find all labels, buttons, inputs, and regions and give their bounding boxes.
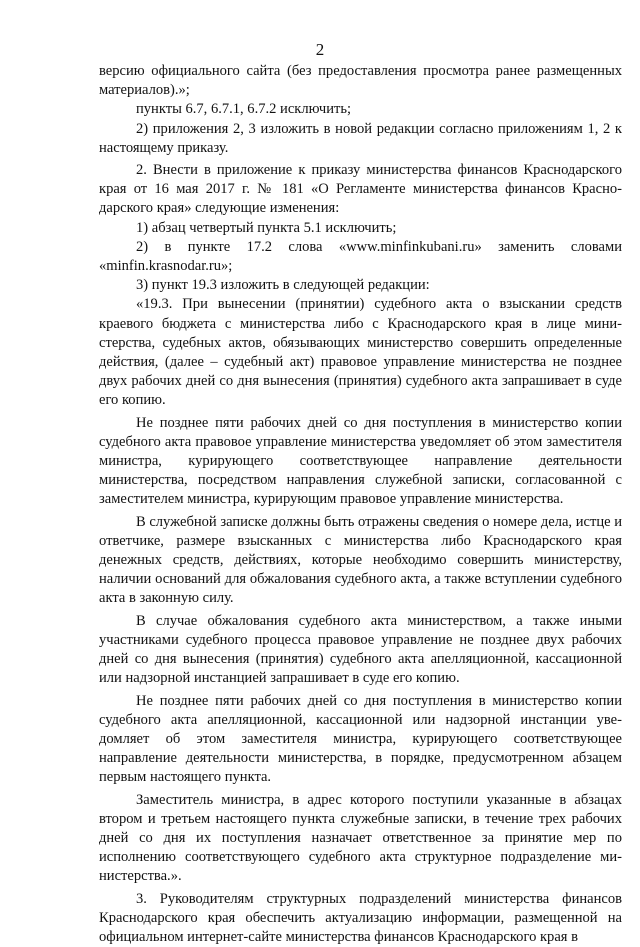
paragraph-appendices: 2) приложения 2, 3 изложить в новой редакции согласно приложениям 1, 2 к настоящему приказу. xyxy=(99,120,622,156)
paragraph-notification: Не позднее пяти рабочих дней со дня поступления в министерство копии судебного акта правовое управление министерства уведомляет об этом заместителя министра, курирующего соответствующее направление деятельности министерства, посредством направления служебной записки, согласованной с заместителем министра, курирующим правовое управление министерства. xyxy=(99,414,622,508)
paragraph-subitem-1: 1) абзац четвертый пункта 5.1 исключить; xyxy=(136,219,397,236)
paragraph-continuation: версию официального сайта (без предоставления просмотра ранее размещенных материалов).»; xyxy=(99,63,622,99)
paragraph-subitem-2: 2) в пункте 17.2 слова «www.minfinkubani.ru» заменить словами «minfin.krasnodar.ru»; xyxy=(99,238,622,275)
paragraph-item-3: 3. Руководителям структурных подразделений министерства финансов Краснодарского края обеспечить актуализацию информации, размещенной на официальном интернет-сайте министерства финансов Краснодарского края в xyxy=(99,890,622,945)
paragraph-subitem-3: 3) пункт 19.3 изложить в следующей редакции: xyxy=(136,277,430,294)
paragraph-item-2: 2. Внести в приложение к приказу министерства финансов Краснодарского края от 16 мая 2017 г. № 181 «О Регламенте министерства финансов Краснодарского края» следующие изменения: xyxy=(99,162,622,217)
paragraph-exclude-items: пункты 6.7, 6.7.1, 6.7.2 исключить; xyxy=(136,101,352,118)
paragraph-appeal-notification: Не позднее пяти рабочих дней со дня поступления в министерство копии судебного акта апелляционной, кассационной или надзорной инстанции уведомляет об этом заместителя министра, курирующего соответствующее направление деятельности министерства, в порядке, предусмотренном абзацем первым настоящего пункта. xyxy=(99,692,622,786)
paragraph-deputy-minister: Заместитель министра, в адрес которого поступили указанные в абзацах втором и третьем настоящего пункта служебные записки, в течение трех рабочих дней со дня их поступления назначает ответственное за принятие мер по исполнению соответствующего судебного акта структурное подразделение министерства.». xyxy=(99,791,622,885)
paragraph-memo-contents: В служебной записке должны быть отражены сведения о номере дела, истце и ответчике, размере взысканных с министерства либо Краснодарского края денежных средств, действиях, которые необходимо совершить министерству, наличии оснований для обжалования судебного акта, а также вступлении судебного акта в законную силу. xyxy=(99,513,622,607)
document-body xyxy=(99,62,622,947)
paragraph-clause-19-3: «19.3. При вынесении (принятии) судебного акта о взыскании средств краевого бюджета с министерства либо с Краснодарского края в лице министерства, судебных актов, обязывающих министерство совершить определенные действия, (далее – судебный акт) правовое управление министерства не позднее двух рабочих дней со дня вынесения (принятия) судебного акта запрашивает в суде его копию. xyxy=(99,296,622,409)
paragraph-appeal: В случае обжалования судебного акта министерством, а также иными участниками судебного процесса правовое управление не позднее двух рабочих дней со дня вынесения (принятия) судебного акта апелляционной, кассационной или надзорной инстанцией запрашивает в суде его копию. xyxy=(99,612,622,687)
page-number: 2 xyxy=(315,40,325,59)
